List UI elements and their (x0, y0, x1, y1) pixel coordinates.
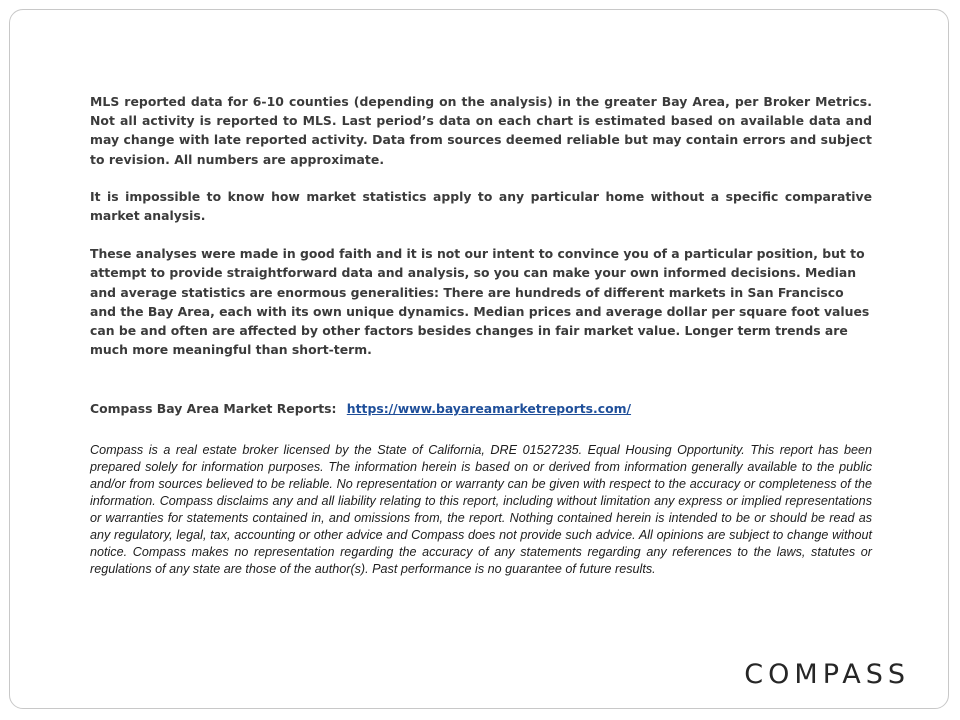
legal-disclaimer: Compass is a real estate broker licensed by the State of California, DRE 01527235. Equal Housing Opportunity. This report has been prepared solely for information purposes. The information herein is based on or derived from information generally available to the public and/or from sources believed to be reliable. No representation or warranty can be given with respect to the accuracy or completeness of the information. Compass disclaims any and all liability relating to this report, including without limitation any express or implied representations or warranties for statements contained in, and omissions from, the report. Nothing contained herein is intended to be or should be read as any regulatory, legal, tax, accounting or other advice and Compass does not provide such advice. All opinions are subject to change without notice. Compass makes no representation regarding the accuracy of any statements regarding any references to the laws, statutes or regulations of any state are those of the author(s). Past performance is no guarantee of future results. (90, 443, 872, 576)
reports-link[interactable]: https://www.bayareamarketreports.com/ (346, 401, 632, 417)
slide-content (90, 92, 872, 578)
compass-logo: COMPASS (744, 659, 910, 690)
market-analysis-paragraph: It is impossible to know how market statistics apply to any particular home without a specific comparative market analysis. (90, 188, 872, 224)
reports-line (90, 399, 872, 418)
mls-data-paragraph: MLS reported data for 6-10 counties (depending on the analysis) in the greater Bay Area, per Broker Metrics. Not all activity is reported to MLS. Last period’s data on each chart is estimated based on available data and may change with late reported activity. Data from sources deemed reliable but may contain errors and subject to revision. All numbers are approximate. (90, 94, 872, 167)
reports-label: Compass Bay Area Market Reports: (90, 401, 337, 417)
good-faith-paragraph: These analyses were made in good faith and it is not our intent to convince you of a particular position, but to attempt to provide straightforward data and analysis, so you can make your own informed decisions. Median and average statistics are enormous generalities: There are hundreds of different markets in San Francisco and the Bay Area, each with its own unique dynamics. Median prices and average dollar per square foot values can be and often are affected by other factors besides changes in fair market value. Longer term trends are much more meaningful than short-term. (90, 246, 870, 358)
